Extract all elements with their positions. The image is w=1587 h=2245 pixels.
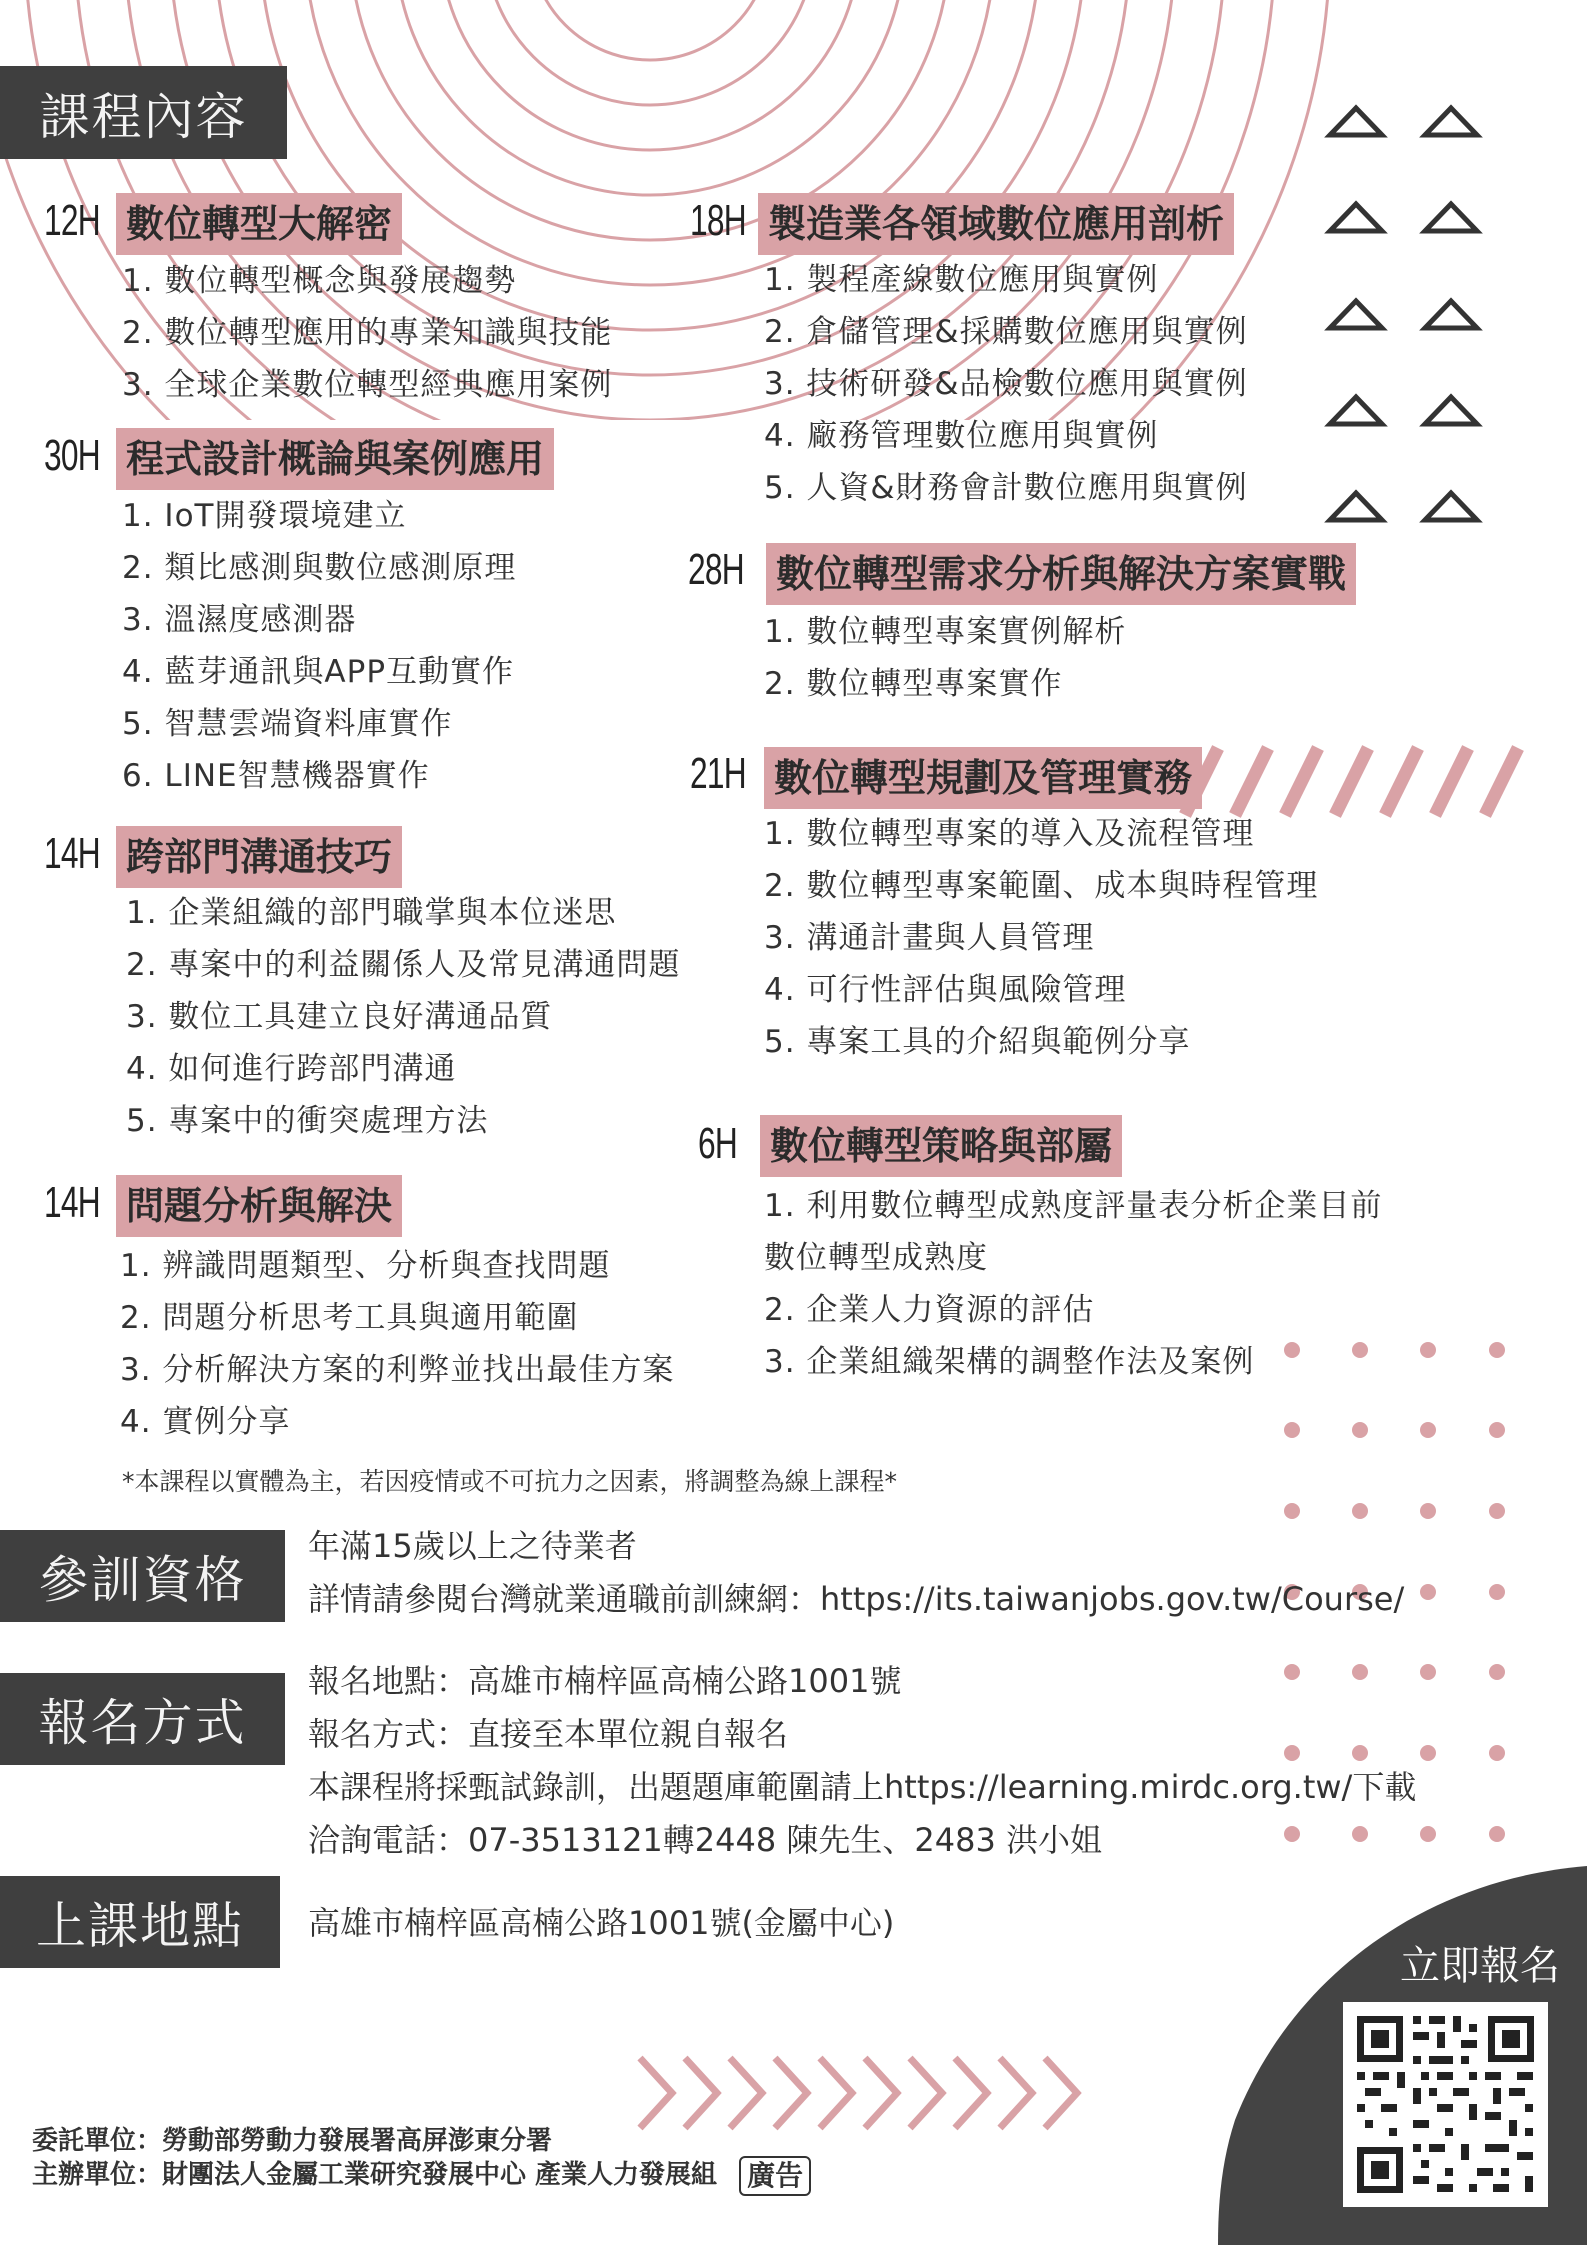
list-item: 2. 數位轉型應用的專業知識與技能 xyxy=(122,315,613,351)
list-item: 5. 智慧雲端資料庫實作 xyxy=(122,706,453,742)
module-hours: 14H xyxy=(44,829,100,878)
course-heading: 課程內容 xyxy=(0,66,287,159)
organizer-text: 主辦單位：財團法人金屬工業研究發展中心 產業人力發展組 xyxy=(32,2160,718,2190)
list-item: 1. 辨識問題類型、分析與查找問題 xyxy=(120,1248,611,1284)
module-title: 製造業各領域數位應用剖析 xyxy=(758,193,1234,255)
register-now-label[interactable]: 立即報名 xyxy=(1400,1943,1560,1989)
organizer-unit xyxy=(32,2154,811,2196)
module-title: 問題分析與解決 xyxy=(116,1175,402,1237)
qr-code-icon[interactable] xyxy=(1343,2002,1548,2207)
list-item: 4. 實例分享 xyxy=(120,1404,291,1440)
eligibility-heading: 參訓資格 xyxy=(0,1530,285,1622)
list-item: 4. 廠務管理數位應用與實例 xyxy=(764,418,1159,454)
list-item: 數位轉型成熟度 xyxy=(764,1240,988,1276)
list-item: 2. 類比感測與數位感測原理 xyxy=(122,550,517,586)
module-title: 跨部門溝通技巧 xyxy=(116,826,402,888)
eligibility-line: 年滿15歲以上之待業者 xyxy=(308,1527,637,1565)
module-hours: 30H xyxy=(44,431,100,480)
module-title: 數位轉型大解密 xyxy=(116,193,402,255)
module-title: 數位轉型需求分析與解決方案實戰 xyxy=(766,543,1356,605)
registration-info xyxy=(308,1655,1416,1867)
module-hours: 21H xyxy=(690,749,746,798)
list-item: 2. 數位轉型專案範圍、成本與時程管理 xyxy=(764,868,1319,904)
list-item: 1. IoT開發環境建立 xyxy=(122,498,407,534)
list-item: 1. 數位轉型專案的導入及流程管理 xyxy=(764,816,1255,852)
list-item: 5. 專案中的衝突處理方法 xyxy=(126,1103,489,1139)
list-item: 2. 數位轉型專案實作 xyxy=(764,666,1063,702)
list-item: 1. 企業組織的部門職掌與本位迷思 xyxy=(126,895,617,931)
module-hours: 12H xyxy=(44,196,100,245)
list-item: 5. 人資&財務會計數位應用與實例 xyxy=(764,470,1248,506)
list-item: 4. 如何進行跨部門溝通 xyxy=(126,1051,457,1087)
ad-badge: 廣告 xyxy=(739,2156,811,2196)
list-item: 1. 利用數位轉型成熟度評量表分析企業目前 xyxy=(764,1188,1383,1224)
list-item: 4. 藍芽通訊與APP互動實作 xyxy=(122,654,515,690)
commissioned-unit: 委託單位：勞動部勞動力發展署高屏澎東分署 xyxy=(32,2126,553,2156)
module-hours: 28H xyxy=(688,545,744,594)
list-item: 3. 全球企業數位轉型經典應用案例 xyxy=(122,367,613,403)
list-item: 3. 分析解決方案的利弊並找出最佳方案 xyxy=(120,1352,675,1388)
list-item: 3. 技術研發&品檢數位應用與實例 xyxy=(764,366,1248,402)
list-item: 1. 數位轉型概念與發展趨勢 xyxy=(122,263,517,299)
module-title: 程式設計概論與案例應用 xyxy=(116,428,554,490)
location-heading: 上課地點 xyxy=(0,1876,280,1968)
module-hours: 14H xyxy=(44,1178,100,1227)
list-item: 2. 專案中的利益關係人及常見溝通問題 xyxy=(126,947,681,983)
list-item: 1. 製程產線數位應用與實例 xyxy=(764,262,1159,298)
module-title: 數位轉型策略與部屬 xyxy=(760,1115,1122,1177)
registration-line: 報名方式：直接至本單位親自報名 xyxy=(308,1715,789,1753)
list-item: 3. 數位工具建立良好溝通品質 xyxy=(126,999,553,1035)
registration-line: 報名地點：高雄市楠梓區高楠公路1001號 xyxy=(308,1662,902,1700)
list-item: 2. 倉儲管理&採購數位應用與實例 xyxy=(764,314,1248,350)
list-item: 6. LINE智慧機器實作 xyxy=(122,758,430,794)
list-item: 3. 溫濕度感測器 xyxy=(122,602,357,638)
eligibility-link[interactable]: 詳情請參閱台灣就業通職前訓練網：https://its.taiwanjobs.gov.tw/Course/ xyxy=(308,1580,1405,1618)
list-item: 3. 企業組織架構的調整作法及案例 xyxy=(764,1344,1255,1380)
list-item: 2. 問題分析思考工具與適用範圍 xyxy=(120,1300,579,1336)
list-item: 3. 溝通計畫與人員管理 xyxy=(764,920,1095,956)
module-hours: 18H xyxy=(690,196,746,245)
eligibility-info xyxy=(308,1520,1404,1626)
course-note: *本課程以實體為主，若因疫情或不可抗力之因素，將調整為線上課程* xyxy=(122,1467,898,1496)
module-hours: 6H xyxy=(698,1119,738,1168)
registration-heading: 報名方式 xyxy=(0,1673,285,1765)
module-title: 數位轉型規劃及管理實務 xyxy=(764,747,1202,809)
location-address: 高雄市楠梓區高楠公路1001號(金屬中心) xyxy=(308,1904,895,1942)
list-item: 1. 數位轉型專案實例解析 xyxy=(764,614,1127,650)
registration-link[interactable]: 本課程將採甄試錄訓，出題題庫範圍請上https://learning.mirdc.org.tw/下載 xyxy=(308,1768,1417,1806)
list-item: 2. 企業人力資源的評估 xyxy=(764,1292,1095,1328)
list-item: 5. 專案工具的介紹與範例分享 xyxy=(764,1024,1191,1060)
registration-phone: 洽詢電話：07-3513121轉2448 陳先生、2483 洪小姐 xyxy=(308,1821,1103,1859)
list-item: 4. 可行性評估與風險管理 xyxy=(764,972,1127,1008)
